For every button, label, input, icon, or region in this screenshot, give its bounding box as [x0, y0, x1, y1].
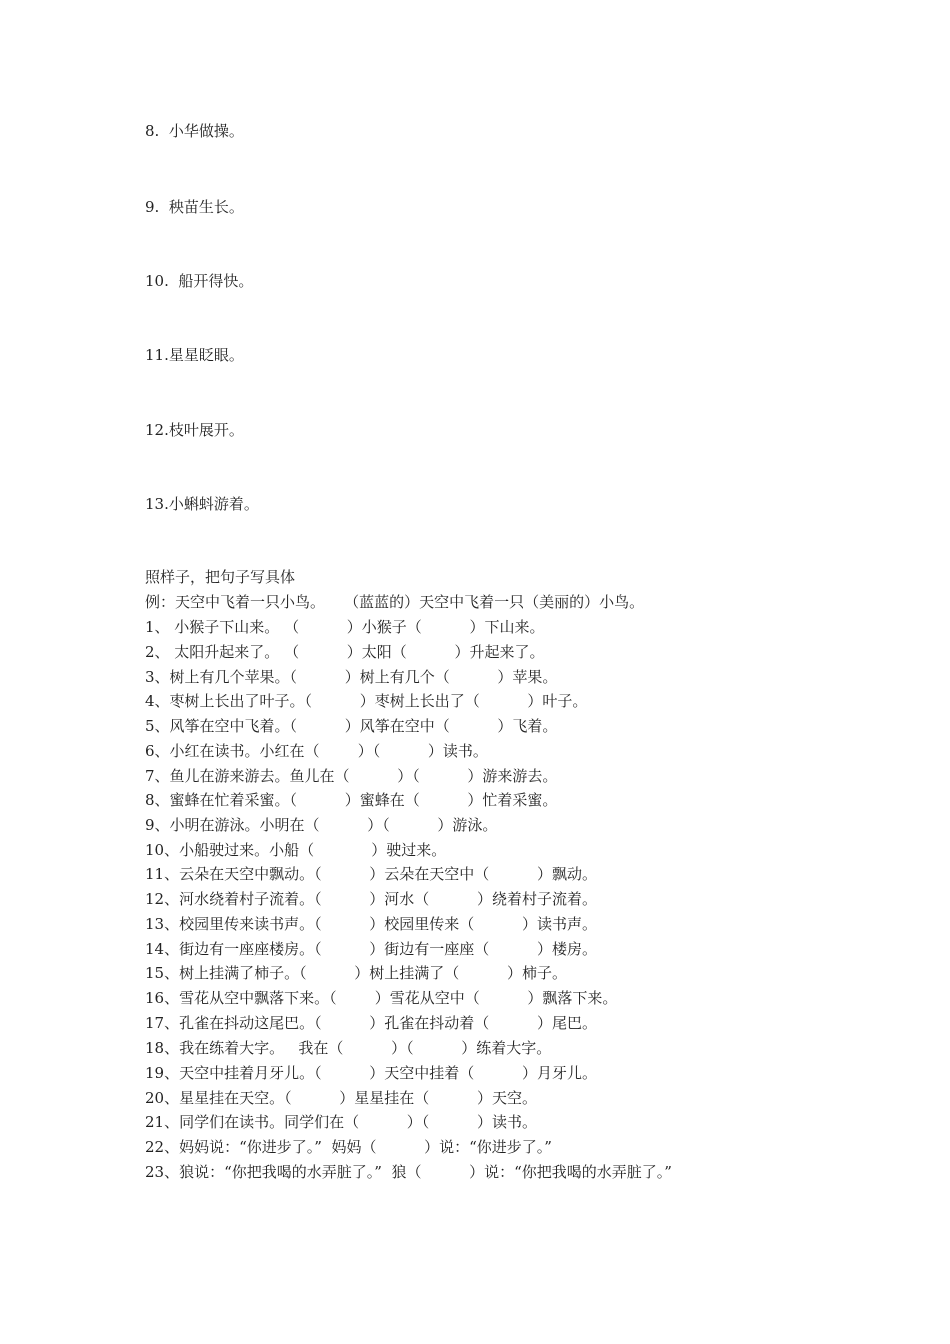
exercise-line: 10、小船驶过来。小船（ ）驶过来。: [145, 841, 447, 859]
exercise-line: 3、树上有几个苹果。（ ）树上有几个（ ）苹果。: [145, 668, 558, 686]
item-8: [145, 121, 244, 141]
item-text: 小蝌蚪游着。: [168, 495, 259, 513]
section-title: 照样子，把句子写具体: [145, 568, 296, 586]
item-10: [145, 271, 253, 291]
item-12: [145, 420, 244, 440]
exercise-line: 5、风筝在空中飞着。（ ）风筝在空中（ ）飞着。: [145, 717, 558, 735]
example-line: 例：天空中飞着一只小鸟。 （蓝蓝的）天空中飞着一只（美丽的）小鸟。: [145, 593, 645, 611]
exercise-line: 7、鱼儿在游来游去。鱼儿在（ ）（ ）游来游去。: [145, 767, 558, 785]
item-13: [145, 494, 259, 514]
item-text: 枝叶展开。: [168, 421, 244, 439]
exercise-line: 8、蜜蜂在忙着采蜜。（ ）蜜蜂在（ ）忙着采蜜。: [145, 791, 558, 809]
exercise-line: 1、 小猴子下山来。 （ ）小猴子（ ）下山来。: [145, 618, 545, 636]
item-11: [145, 345, 244, 365]
item-text: 小华做操。: [168, 122, 244, 140]
exercise-line: 23、狼说：“你把我喝的水弄脏了。” 狼（ ）说：“你把我喝的水弄脏了。”: [145, 1163, 672, 1181]
exercise-line: 15、树上挂满了柿子。（ ）树上挂满了（ ）柿子。: [145, 964, 567, 982]
exercise-line: 16、雪花从空中飘落下来。（ ）雪花从空中（ ）飘落下来。: [145, 989, 618, 1007]
exercise-line: 6、小红在读书。小红在（ ）（ ）读书。: [145, 742, 488, 760]
item-number: 13.: [145, 495, 169, 513]
exercise-line: 17、孔雀在抖动这尾巴。（ ）孔雀在抖动着（ ）尾巴。: [145, 1014, 597, 1032]
item-number: 11.: [145, 346, 169, 364]
exercise-line: 13、校园里传来读书声。（ ）校园里传来（ ）读书声。: [145, 915, 597, 933]
exercise-line: 19、天空中挂着月牙儿。（ ）天空中挂着（ ）月牙儿。: [145, 1064, 597, 1082]
exercise-line: 9、小明在游泳。小明在（ ）（ ）游泳。: [145, 816, 498, 834]
exercise-line: 18、我在练着大字。 我在（ ）（ ）练着大字。: [145, 1039, 552, 1057]
item-number: 9.: [145, 198, 160, 216]
exercise-line: 2、 太阳升起来了。 （ ）太阳（ ）升起来了。: [145, 643, 545, 661]
item-number: 8.: [145, 122, 160, 140]
item-number: 12.: [145, 421, 169, 439]
exercise-line: 12、河水绕着村子流着。（ ）河水（ ）绕着村子流着。: [145, 890, 597, 908]
item-text: 秧苗生长。: [168, 198, 244, 216]
item-9: [145, 197, 244, 217]
exercise-line: 4、枣树上长出了叶子。（ ）枣树上长出了（ ）叶子。: [145, 692, 588, 710]
exercise-line: 11、云朵在天空中飘动。（ ）云朵在天空中（ ）飘动。: [145, 865, 597, 883]
item-text: 星星眨眼。: [168, 346, 244, 364]
item-number: 10.: [145, 272, 169, 290]
exercise-line: 14、街边有一座座楼房。（ ）街边有一座座（ ）楼房。: [145, 940, 597, 958]
exercise-line: 21、同学们在读书。同学们在（ ）（ ）读书。: [145, 1113, 537, 1131]
exercise-line: 22、妈妈说：“你进步了。” 妈妈（ ）说：“你进步了。”: [145, 1138, 552, 1156]
exercise-line: 20、星星挂在天空。（ ）星星挂在（ ）天空。: [145, 1089, 537, 1107]
item-text: 船开得快。: [178, 272, 254, 290]
